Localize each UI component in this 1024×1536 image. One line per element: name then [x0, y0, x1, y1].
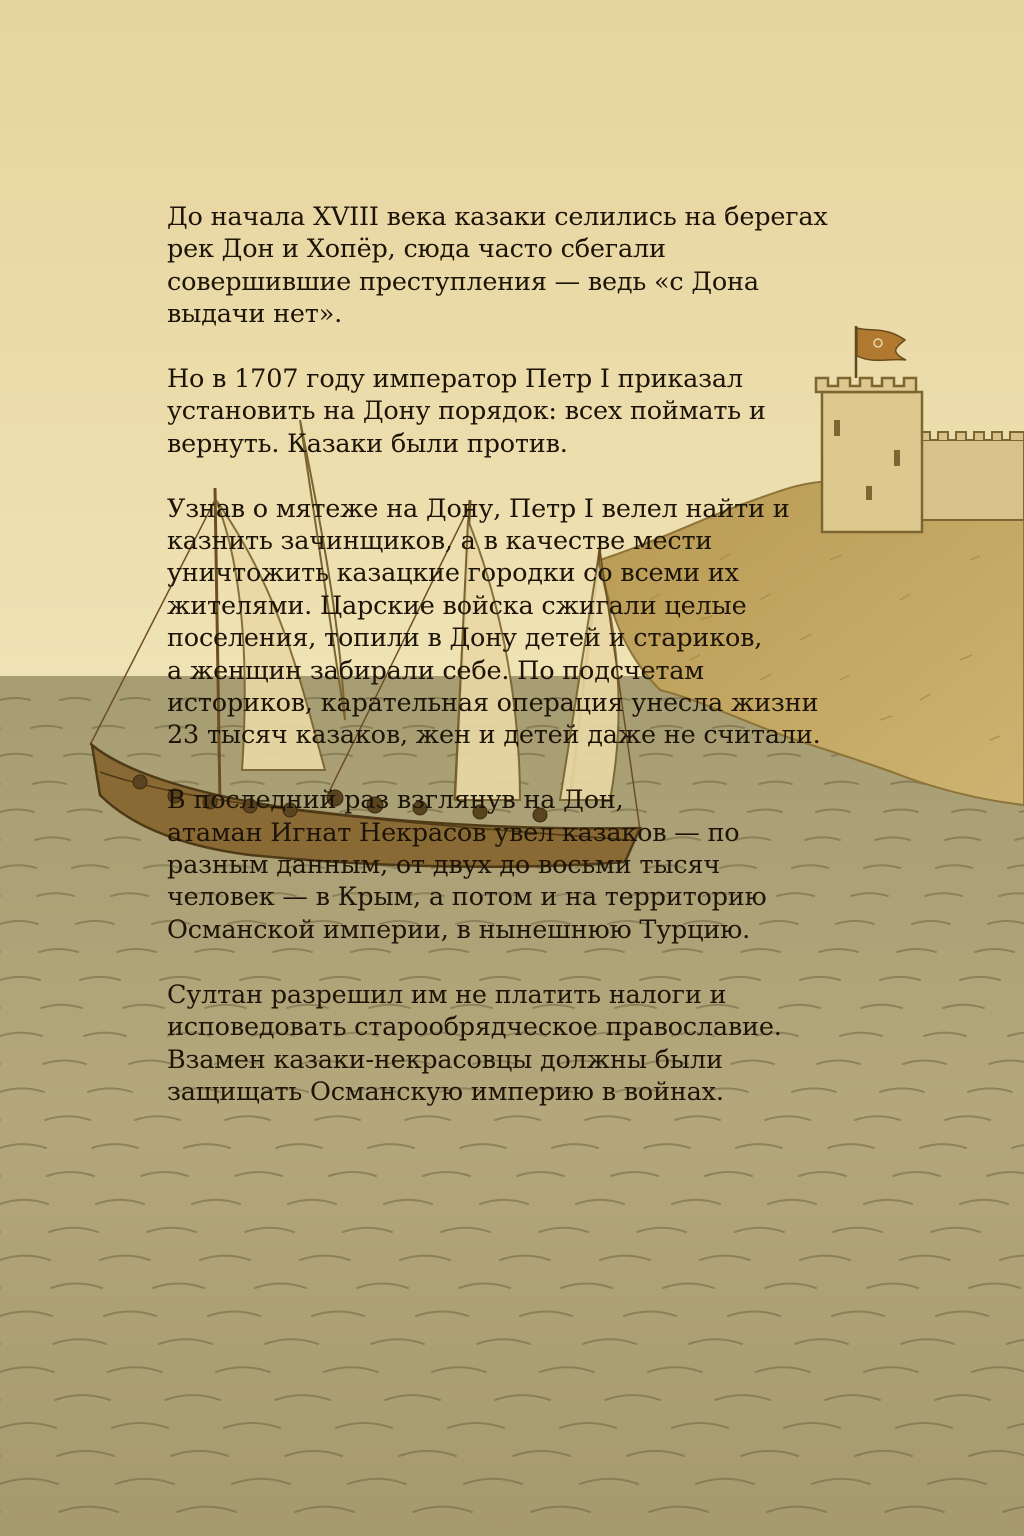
- story-paragraph-3: Узнав о мятеже на Дону, Петр I велел найти и казнить зачинщиков, а в качестве мести уничтожить казацкие городки со всеми их жителями. Царские войска сжигали целые поселения, топили в Дону детей и стариков, а женщин забирали себе. По подсчетам историков, карательная операция унесла жизни 23 тысяч казаков, жен и детей даже не считали.: [167, 493, 821, 751]
- story-text: [167, 201, 867, 1108]
- story-paragraph-1: До начала XVIII века казаки селились на берегах рек Дон и Хопёр, сюда часто сбегали совершившие преступления — ведь «с Дона выдачи нет».: [167, 202, 828, 330]
- story-paragraph-5: Султан разрешил им не платить налоги и исповедовать старообрядческое православие. Взамен казаки-некрасовцы должны были защищать Османскую империю в войнах.: [167, 979, 782, 1107]
- story-paragraph-4: В последний раз взглянув на Дон, атаман Игнат Некрасов увел казаков — по разным данным, от двух до восьми тысяч человек — в Крым, а потом и на территорию Османской империи, в нынешнюю Турцию.: [167, 785, 767, 945]
- story-paragraph-2: Но в 1707 году император Петр I приказал установить на Дону порядок: всех поймать и вернуть. Казаки были против.: [167, 364, 766, 459]
